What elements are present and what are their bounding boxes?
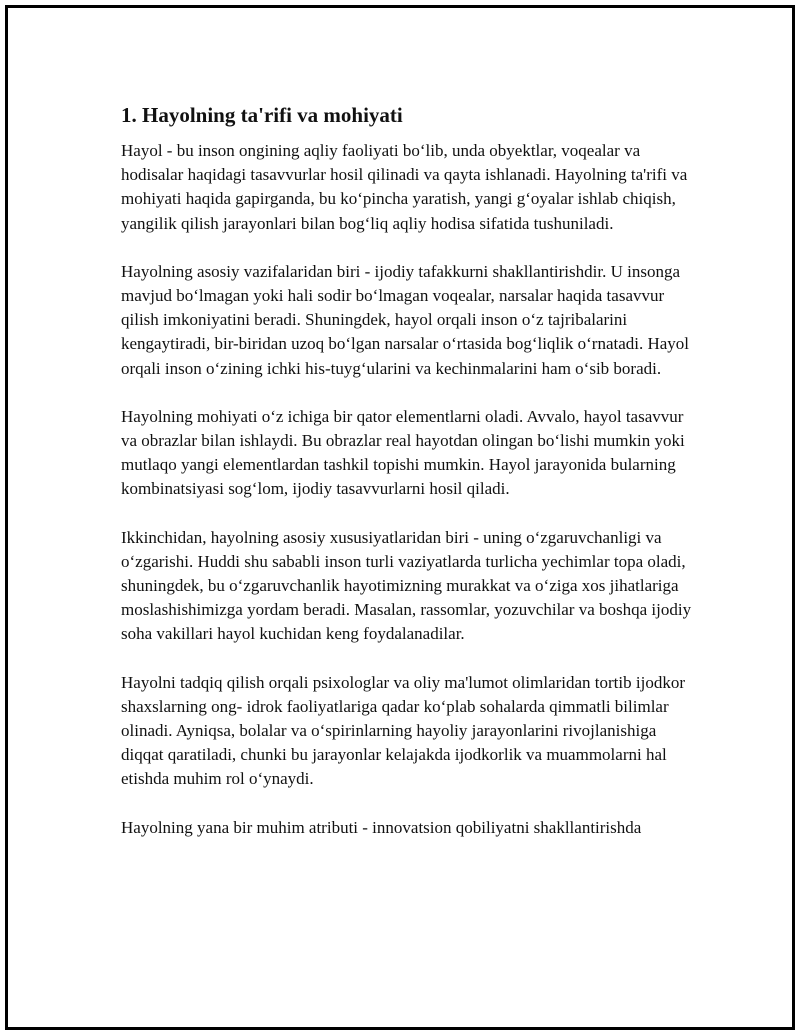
page-frame (5, 5, 795, 1030)
paragraph-6: Hayolning yana bir muhim atributi - innovatsion qobiliyatni shakllantirishda (121, 817, 642, 837)
paragraph-1: Hayol - bu inson ongining aqliy faoliyati bo‘lib, unda obyektlar, voqealar va hodisalar haqidagi tasavvurlar hosil qilinadi va qayta ishlanadi. Hayolning ta'rifi va mohiyati haqida gapirganda, bu ko‘pincha yaratish, yangi g‘oyalar ishlab chiqish, yangilik qilish jarayonlari bilan bog‘liq aqliy hodisa sifatida tushuniladi. (121, 141, 688, 233)
paragraph-2: Hayolning asosiy vazifalaridan biri - ijodiy tafakkurni shakllantirishdir. U insonga mavjud bo‘lmagan yoki hali sodir bo‘lmagan voqealar, narsalar haqida tasavvur qilish imkoniyatini beradi. Shuningdek, hayol orqali inson o‘z tajribalarini kengaytiradi, bir-biridan uzoq bo‘lgan narsalar o‘rtasida bog‘liqlik o‘rnatadi. Hayol orqali inson o‘zining ichki his-tuyg‘ularini va kechinmalarini ham o‘sib boradi. (121, 261, 690, 378)
paragraph-5: Hayolni tadqiq qilish orqali psixologlar va oliy ma'lumot olimlaridan tortib ijodkor shaxslarning ong- idrok faoliyatlariga qadar ko‘plab sohalarda qimmatli bilimlar olinadi. Ayniqsa, bolalar va o‘spirinlarning hayoliy jarayonlarini rivojlanishiga diqqat qaratiladi, chunki bu jarayonlar kelajakda ijodkorlik va muammolarni hal etishda muhim rol o‘ynaydi. (121, 672, 685, 789)
section-heading: 1. Hayolning ta'rifi va mohiyati (121, 103, 403, 127)
paragraph-3: Hayolning mohiyati o‘z ichiga bir qator elementlarni oladi. Avvalo, hayol tasavvur va obrazlar bilan ishlaydi. Bu obrazlar real hayotdan olingan bo‘lishi mumkin yoki mutlaqo yangi elementlardan tashkil topishi mumkin. Hayol jarayonida bularning kombinatsiyasi sog‘lom, ijodiy tasavvurlarni hosil qiladi. (121, 406, 685, 499)
paragraph-4: Ikkinchidan, hayolning asosiy xususiyatlaridan biri - uning o‘zgaruvchanligi va o‘zgarishi. Huddi shu sababli inson turli vaziyatlarda turlicha yechimlar topa oladi, shuningdek, bu o‘zgaruvchanlik hayotimizning murakkat va o‘ziga xos jihatlariga moslashishimizga yordam beradi. Masalan, rassomlar, yozuvchilar va boshqa ijodiy soha vakillari hayol kuchidan keng foydalanadilar. (121, 527, 692, 644)
document-body (121, 102, 693, 840)
